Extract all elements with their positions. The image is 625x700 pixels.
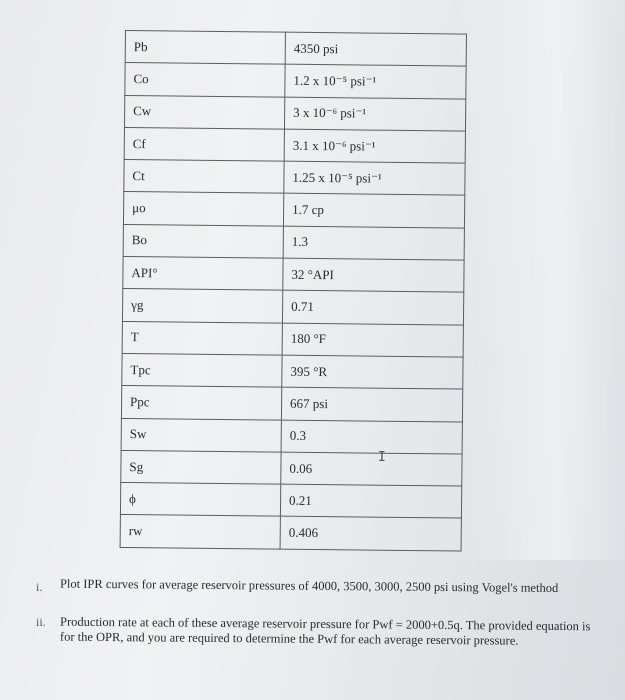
question-text: Plot IPR curves for average reservoir pressures of 4000, 3500, 3000, 2500 psi using Vogel's method [59,576,559,595]
text-cursor-icon: I [378,450,386,465]
table-row [125,63,466,99]
table-row [123,224,464,260]
table-row [121,386,462,422]
parameter-cell: Tpc [122,353,282,387]
value-cell: 4350 psi [285,32,466,66]
table-row [124,160,465,196]
parameter-cell: μo [123,192,283,226]
table-row [123,192,464,228]
value-cell: 395 °R [282,355,463,389]
value-cell: 667 psi [281,387,462,421]
table-row [120,483,461,519]
parameter-cell: rw [120,515,280,549]
value-cell: 1.7 cp [283,194,464,228]
table-row [120,515,461,551]
question-number: i. [36,580,43,594]
question-number: ii. [36,615,46,629]
table-row [123,257,464,293]
parameter-cell: Bo [123,224,283,258]
photo-glare [455,0,625,560]
parameter-cell: T [122,321,282,355]
table-row [122,321,463,357]
value-cell: 1.25 x 10⁻⁵ psi⁻¹ [284,161,465,195]
reservoir-properties-table [120,30,467,551]
parameter-cell: Ct [124,160,284,194]
parameter-cell: Ppc [121,386,281,420]
value-cell: 0.21 [280,484,461,518]
parameter-cell: γg [122,289,282,323]
value-cell: 180 °F [282,323,463,357]
table-row [122,289,463,325]
value-cell: 3.1 x 10⁻⁶ psi⁻¹ [284,129,465,163]
value-cell: 0.06 [281,452,462,486]
value-cell: 3 x 10⁻⁶ psi⁻¹ [284,97,465,131]
parameter-cell: API° [123,257,283,291]
parameter-cell: ϕ [120,483,280,517]
value-cell: 32 °API [283,258,464,292]
value-cell: 1.3 [283,226,464,260]
table-row [124,95,465,131]
value-cell: 0.406 [280,517,461,551]
parameter-cell: Cf [124,127,284,161]
value-cell: 0.3 [281,420,462,454]
table-row [125,31,466,67]
parameter-cell: Pb [125,31,285,65]
table-row [121,418,462,454]
value-cell: 0.71 [282,291,463,325]
question-text: Production rate at each of these average reservoir pressure for Pwf = 2000+0.5q. The provided equation is for the OPR, and you are required to determine the Pwf for each average reservoir pressure. [59,614,591,648]
table-row [122,353,463,389]
table-row [124,127,465,163]
parameter-cell: Sg [121,450,281,484]
table-row [121,450,462,486]
parameter-cell: Sw [121,418,281,452]
value-cell: 1.2 x 10⁻⁵ psi⁻¹ [285,64,466,98]
parameter-cell: Cw [124,95,284,129]
parameter-cell: Co [125,63,285,97]
